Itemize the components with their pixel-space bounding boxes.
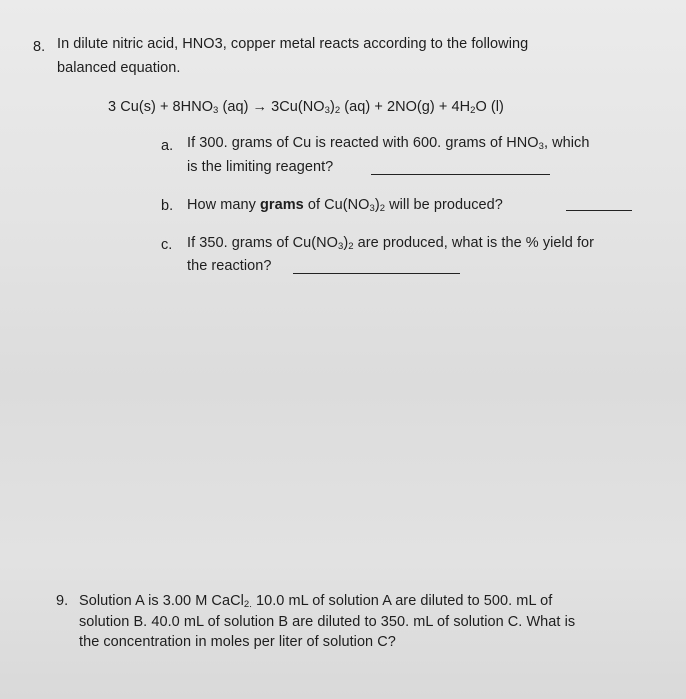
chemical-equation: 3 $Cu(s) + 8HNO_3$ $(aq) \to 3Cu(NO_3)_2$ $(aq) + 2NO(g) + 4H_2O$ (l) (108, 99, 504, 116)
question-8-text-line2: balanced equation. (57, 60, 181, 76)
part-a-answer-blank[interactable] (371, 174, 550, 175)
part-a-text-line1: If 300. grams of Cu is reacted with 600. grams of $HNO_3$, which (187, 135, 590, 152)
part-b-answer-blank[interactable] (566, 210, 632, 211)
question-9-number: 9. (56, 593, 69, 609)
part-c-answer-blank[interactable] (293, 273, 460, 274)
question-8-number: 8. (33, 39, 46, 55)
question-8-text-line1: In dilute nitric acid, HNO3, copper metal reacts according to the following (57, 36, 529, 52)
question-9-text-line3: the concentration in moles per liter of solution C? (79, 634, 396, 650)
question-9-text-line1: Solution A is 3.00 M CaCl$_{2.}$ 10.0 mL of solution A are diluted to 500. mL of (79, 593, 553, 610)
part-a-letter: a. (161, 138, 174, 154)
part-b-letter: b. (161, 198, 174, 214)
part-c-letter: c. (161, 237, 173, 253)
part-c-text-line2: the reaction? (187, 258, 272, 274)
question-9-text-line2: solution B. 40.0 mL of solution B are diluted to 350. mL of solution C. What is (79, 614, 576, 630)
part-c-text-line1: If 350. grams of $Cu(NO_3)_2$ are produced, what is the % yield for (187, 235, 595, 252)
part-b-text: How many grams of $Cu(NO_3)_2$ will be produced? (187, 197, 503, 214)
part-a-text-line2: is the limiting reagent? (187, 159, 334, 175)
